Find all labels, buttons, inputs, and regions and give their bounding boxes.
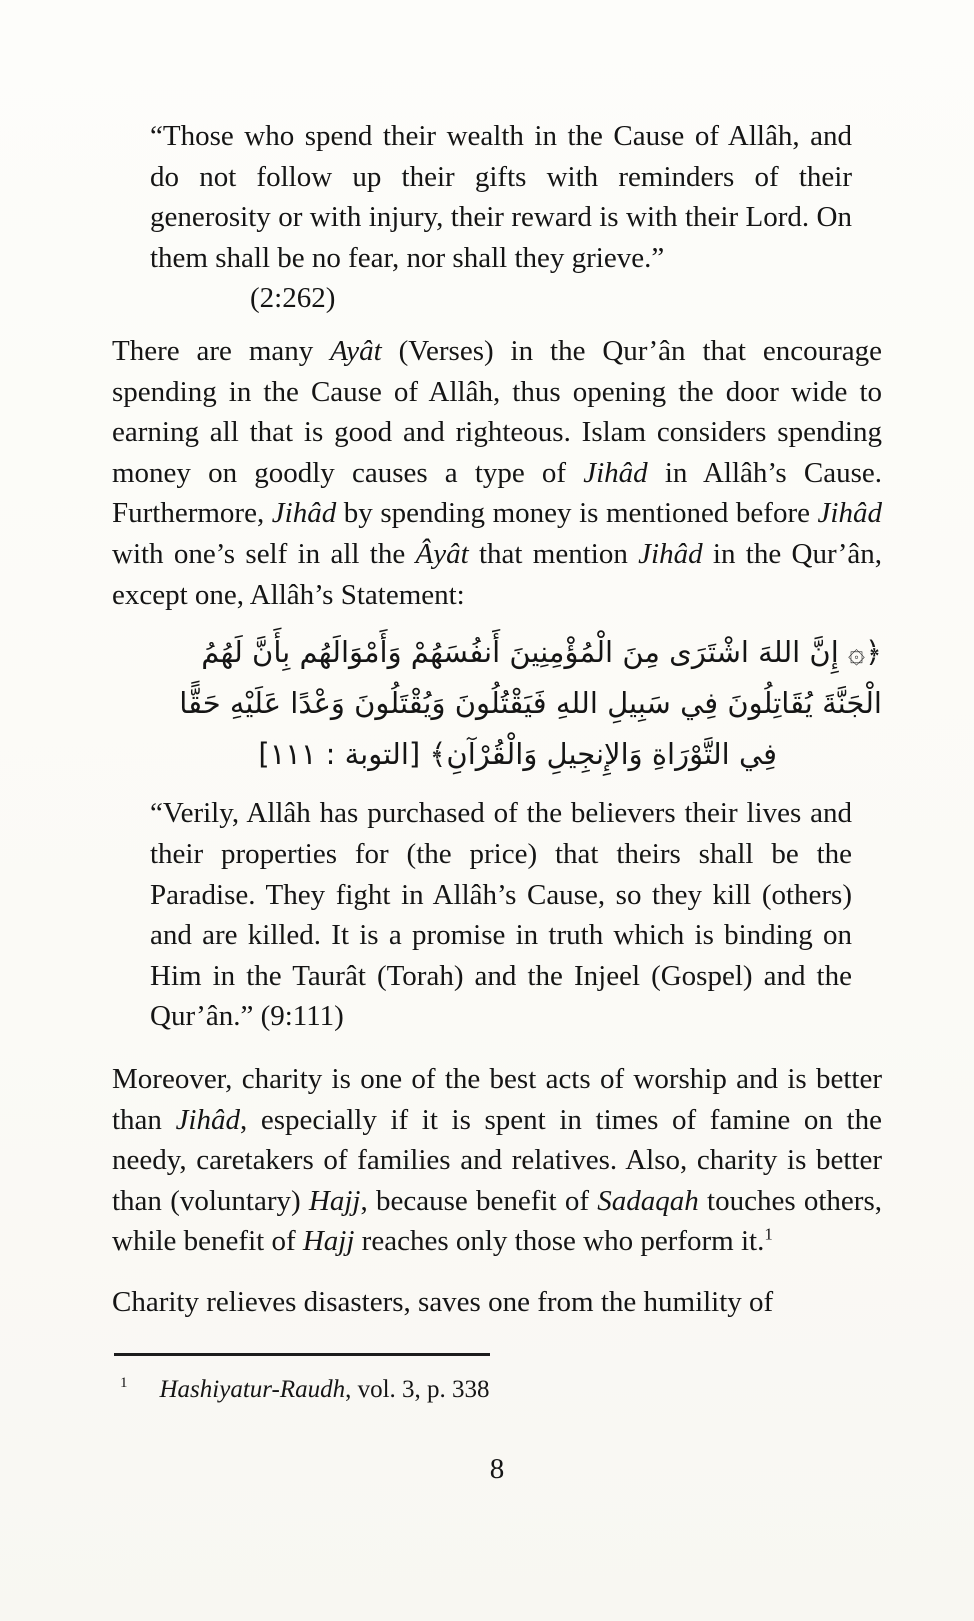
quote-block-2-262 [150, 116, 852, 319]
arabic-verse-line-2: الْجَنَّةَ يُقَاتِلُونَ فِي سَبِيلِ اللهِ فَيَقْتُلُونَ وَيُقْتَلُونَ وَعْدًا عَلَيْهِ حَقًّا [179, 685, 882, 720]
paragraph-intro: There are many Ayât (Verses) in the Qur’ân that encourage spending in the Cause of Allâh, thus opening the door wide to earning all that is good and righteous. Islam considers spending money on goodly causes a type of Jihâd in Allâh’s Cause. Furthermore, Jihâd by spending money is mentioned before Jihâd with one’s self in all the Âyât that mention Jihâd in the Qur’ân, except one, Allâh’s Statement: [112, 334, 882, 611]
arabic-verse-line-3: فِي التَّوْرَاةِ وَالإِنجِيلِ وَالْقُرْآنِ﴾ [التوبة : ١١١] [258, 736, 777, 771]
footnote-divider [114, 1353, 490, 1356]
page-number: 8 [489, 1452, 505, 1485]
quote-9-111-text: “Verily, Allâh has purchased of the believers their lives and their properties for (the price) that theirs shall be the Paradise. They fight in Allâh’s Cause, so they kill (others) and are killed. It is a promise in truth which is binding on Him in the Taurât (Torah) and the Injeel (Gospel) and the Qur’ân.” (9:111) [150, 797, 852, 1033]
footnote [112, 1372, 882, 1407]
footnote-marker: 1 [120, 1375, 128, 1392]
arabic-verse-line-1: ﴿۞ إِنَّ اللهَ اشْتَرَى مِنَ الْمُؤْمِنِينَ أَنفُسَهُمْ وَأَمْوَالَهُم بِأَنَّ لَهُمُ [201, 635, 882, 670]
paragraph-charity: Moreover, charity is one of the best acts of worship and is better than Jihâd, especially if it is spent in times of famine on the needy, caretakers of families and relatives. Also, charity is better than (voluntary) Hajj, because benefit of Sadaqah touches others, while benefit of Hajj reaches only those who perform it.$^1$ [112, 1062, 882, 1258]
arabic-verse-block [112, 627, 882, 779]
paragraph-charity-relieves: Charity relieves disasters, saves one from the humility of [112, 1285, 774, 1318]
quote-block-9-111 [150, 793, 852, 1037]
quote-2-262-text: “Those who spend their wealth in the Cause of Allâh, and do not follow up their gifts with reminders of their generosity or with injury, their reward is with their Lord. On them shall be no fear, nor shall they grieve.” [150, 120, 852, 274]
verse-reference-2-262: (2:262) [250, 282, 336, 315]
footnote-text: Hashiyatur-Raudh, vol. 3, p. 338 [159, 1375, 490, 1403]
